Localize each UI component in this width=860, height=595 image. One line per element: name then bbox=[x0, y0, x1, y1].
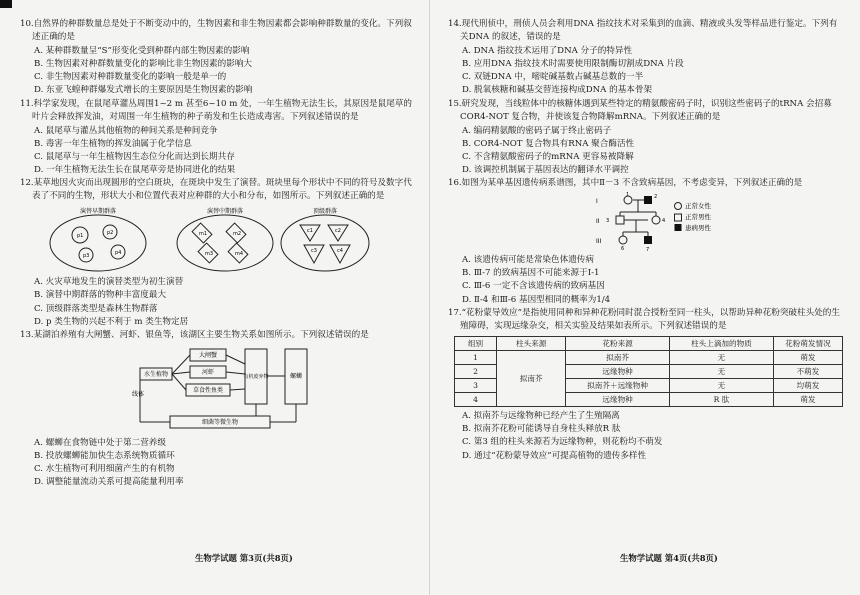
gen-label-1: I bbox=[596, 198, 598, 206]
table-cell: 拟南芥 bbox=[566, 350, 670, 364]
pedigree-lines bbox=[620, 200, 656, 236]
option-d: D. p 类生物的兴起不利于 m 类生物定居 bbox=[34, 316, 189, 327]
person-7-affected-male bbox=[644, 236, 652, 244]
early-community-circle bbox=[50, 215, 146, 271]
legend-normal-male: 正常男性 bbox=[685, 213, 711, 222]
option-d: D. 脱氧核糖和碱基交替连接构成DNA 的基本骨架 bbox=[462, 85, 653, 96]
option-c: C. 第3 组的柱头来源若为远缘物种，则花粉均不萌发 bbox=[462, 437, 663, 448]
option-a: A. 某种群数量呈“S”形变化受到种群内部生物因素的影响 bbox=[34, 46, 250, 57]
left-page bbox=[20, 18, 420, 489]
table-cell: 均萌发 bbox=[773, 379, 842, 393]
question-15 bbox=[448, 98, 843, 178]
option-a: A. 鼠尾草与灌丛其他植物的种间关系是种间竞争 bbox=[34, 125, 218, 136]
symbol-p1: p1 bbox=[77, 233, 84, 240]
id-6: 6 bbox=[621, 246, 625, 253]
option-b: B. 毒害一年生植物的挥发油属于化学信息 bbox=[34, 138, 192, 149]
table-cell: 无 bbox=[670, 350, 774, 364]
person-4-normal-female bbox=[652, 216, 660, 224]
option-c: C. 顶级群落类型是森林生物群落 bbox=[34, 303, 158, 314]
page-fold bbox=[429, 0, 430, 595]
table-cell: R 肽 bbox=[670, 393, 774, 407]
id-3: 3 bbox=[606, 218, 610, 225]
table-header: 花粉萌发情况 bbox=[773, 336, 842, 350]
food-web-figure bbox=[20, 344, 420, 434]
option-a: A. 螺蛳在食物链中处于第二营养级 bbox=[34, 437, 166, 448]
table-header: 柱头上滴加的物质 bbox=[670, 336, 774, 350]
option-a: A. DNA 指纹技术运用了DNA 分子的特异性 bbox=[462, 46, 633, 57]
question-12 bbox=[20, 177, 420, 329]
fig-label-threads: 线体 bbox=[132, 390, 145, 398]
fig-label-mid: 演替中期群落 bbox=[206, 208, 244, 216]
table-header: 组别 bbox=[455, 336, 497, 350]
question-11 bbox=[20, 98, 420, 178]
table-cell: 萌发 bbox=[773, 393, 842, 407]
gen-label-3: III bbox=[596, 238, 602, 246]
table-cell: 2 bbox=[455, 364, 497, 378]
option-a: A. 火灾草地发生的演替类型为初生演替 bbox=[34, 277, 184, 288]
id-7: 7 bbox=[646, 247, 650, 253]
option-b: B. 投放螺蛳能加快生态系统物质循环 bbox=[34, 450, 175, 461]
question-13 bbox=[20, 329, 420, 489]
question-stem: 17.“花粉蒙导效应”是指使用同种和异种花粉同时混合授粉至同一柱头，以帮助异种花粉突破柱头处的生殖障碍，实现远缘杂交，相关实验及结果如表所示。下列叙述错误的是 bbox=[448, 307, 840, 331]
option-b: B. COR4-NOT 复合物具有RNA 聚合酶活性 bbox=[462, 138, 635, 149]
node-snail-label: 螺蛳 bbox=[289, 372, 303, 380]
symbol-m1: m1 bbox=[199, 231, 208, 238]
right-page bbox=[448, 18, 843, 463]
option-c: C. 不含精氨酸密码子的mRNA 更容易被降解 bbox=[462, 151, 634, 162]
question-stem: 12.某草地因火灾而出现圆形的空白斑块，在斑块中发生了演替。斑块里每个形状中不同的符号及数字代表了不同的生物，形状大小和位置代表对应种群的大小和分布，如图所示。下列叙述正确的是 bbox=[20, 178, 412, 202]
person-3-normal-male bbox=[616, 216, 624, 224]
option-d: D. 一年生植物无法生长在鼠尾草旁是协同进化的结果 bbox=[34, 165, 236, 176]
symbol-m4: m4 bbox=[235, 251, 244, 258]
symbol-c3: c3 bbox=[311, 248, 317, 255]
symbol-c2: c2 bbox=[335, 228, 341, 235]
table-cell: 不萌发 bbox=[773, 364, 842, 378]
page-footer-left: 生物学试题 第3页(共8页) bbox=[195, 553, 293, 563]
table-cell: 1 bbox=[455, 350, 497, 364]
question-stem: 10.自然界的种群数量总是处于不断变动中的，生物因素和非生物因素都会影响种群数量的变化。下列叙述正确的是 bbox=[20, 19, 412, 43]
climax-community-circle bbox=[281, 215, 369, 271]
question-14 bbox=[448, 18, 843, 98]
option-c: C. 双链DNA 中，嘧啶碱基数占碱基总数的一半 bbox=[462, 72, 644, 83]
experiment-table bbox=[454, 336, 843, 407]
table-header-row bbox=[455, 336, 843, 350]
option-d: D. 该调控机制属于基因表达的翻译水平调控 bbox=[462, 165, 629, 176]
option-c: C. Ⅲ-6 一定不含该遗传病的致病基因 bbox=[462, 281, 605, 292]
node-shrimp-label: 河虾 bbox=[201, 368, 215, 376]
question-stem: 13.某湖泊养殖有大闸蟹、河虾、银鱼等，该湖区主要生物关系如图所示。下列叙述错误的是 bbox=[20, 329, 369, 340]
person-6-normal-female bbox=[619, 236, 627, 244]
option-b: B. Ⅲ-7 的致病基因不可能来源于Ⅰ-1 bbox=[462, 268, 600, 279]
option-b: B. 拟南芥花粉可能诱导自身柱头释放R 肽 bbox=[462, 424, 621, 435]
symbol-m2: m2 bbox=[233, 231, 242, 238]
symbol-p4: p4 bbox=[115, 250, 122, 257]
symbol-p2: p2 bbox=[107, 230, 114, 237]
table-cell-stigma: 拟南芥 bbox=[497, 350, 566, 406]
table-row bbox=[455, 350, 843, 364]
id-1: 1 bbox=[626, 192, 630, 199]
option-b: B. 演替中期群落的物种丰富度最大 bbox=[34, 290, 167, 301]
option-a: A. 该遗传病可能是常染色体遗传病 bbox=[462, 255, 594, 266]
question-stem: 11.科学家发现，在鼠尾草灌丛周围1~2 m 甚至6~10 m 处，一年生植物无法生长，其原因是鼠尾草的叶片会释放挥发油，对周围一年生植物的种子萌发和生长造成毒害。下列叙述错误的是 bbox=[20, 98, 413, 122]
legend-normal-female: 正常女性 bbox=[685, 202, 711, 211]
question-stem: 16.如图为某单基因遗传病系谱图，其中Ⅱ－3 不含致病基因，不考虑变异，下列叙述正确的是 bbox=[448, 178, 803, 189]
node-aquatic-plants-label: 水生植物 bbox=[143, 370, 169, 378]
legend-normal-female-icon bbox=[675, 203, 682, 210]
option-c: C. 水生植物可利用细菌产生的有机物 bbox=[34, 463, 175, 474]
node-herbivore-fish-label: 草食性鱼类 bbox=[192, 386, 224, 394]
table-cell: 萌发 bbox=[773, 350, 842, 364]
question-10 bbox=[20, 18, 420, 98]
table-cell: 拟南芥＋远缘物种 bbox=[566, 379, 670, 393]
option-d: D. 东亚飞蝗种群爆发式增长的主要原因是生物因素的影响 bbox=[34, 85, 253, 96]
fig-label-climax: 顶级群落 bbox=[312, 208, 338, 216]
option-a: A. 编码精氨酸的密码子属于终止密码子 bbox=[462, 125, 612, 136]
option-c: C. 非生物因素对种群数量变化的影响一般是单一的 bbox=[34, 72, 227, 83]
question-stem: 15.研究发现，当线粒体中的核糖体遇到某些特定的精氨酸密码子时，识别这些密码子的tRNA 会招募COR4-NOT 复合物，并使该复合物降解mRNA。下列叙述正确的是 bbox=[448, 98, 832, 122]
person-2-affected-male bbox=[644, 196, 652, 204]
gen-label-2: II bbox=[596, 218, 600, 226]
symbol-p3: p3 bbox=[83, 253, 90, 260]
table-header: 花粉来源 bbox=[566, 336, 670, 350]
fig-label-early: 演替早期群落 bbox=[79, 208, 117, 216]
mid-community-circle bbox=[177, 215, 273, 271]
succession-figure bbox=[20, 205, 420, 273]
table-cell: 远缘物种 bbox=[566, 393, 670, 407]
symbol-m3: m3 bbox=[205, 251, 214, 258]
id-2: 2 bbox=[654, 194, 658, 201]
table-header: 柱头来源 bbox=[497, 336, 566, 350]
pedigree-figure bbox=[448, 192, 843, 252]
option-a: A. 拟南芥与远缘物种已经产生了生殖隔离 bbox=[462, 411, 620, 422]
node-bacteria-label: 细菌等微生物 bbox=[201, 418, 239, 426]
option-d: D. 调整能量流动关系可提高能量利用率 bbox=[34, 477, 184, 488]
node-organic-waste-label: 有机废弃物 bbox=[243, 373, 269, 380]
legend-normal-male-icon bbox=[675, 214, 682, 221]
id-4: 4 bbox=[662, 218, 666, 225]
table-cell: 无 bbox=[670, 364, 774, 378]
option-b: B. 生物因素对种群数量变化的影响比非生物因素的影响大 bbox=[34, 59, 253, 70]
question-16 bbox=[448, 177, 843, 306]
table-cell: 4 bbox=[455, 393, 497, 407]
option-b: B. 应用DNA 指纹技术时需要使用限制酶切割成DNA 片段 bbox=[462, 59, 684, 70]
symbol-c1: c1 bbox=[307, 228, 313, 235]
symbol-c4: c4 bbox=[337, 248, 343, 255]
node-crab-label: 大闸蟹 bbox=[198, 351, 218, 359]
table-cell: 远缘物种 bbox=[566, 364, 670, 378]
option-d: D. 通过“花粉蒙导效应”可提高植物的遗传多样性 bbox=[462, 450, 647, 461]
registration-mark bbox=[0, 0, 12, 8]
table-cell: 3 bbox=[455, 379, 497, 393]
question-stem: 14.现代刑侦中，刑侦人员会利用DNA 指纹技术对采集到的血滴、精液或头发等样品进行鉴定。下列有关DNA 的叙述，错误的是 bbox=[448, 19, 838, 43]
option-c: C. 鼠尾草与一年生植物因生态位分化而达到长期共存 bbox=[34, 151, 235, 162]
page-footer-right: 生物学试题 第4页(共8页) bbox=[620, 553, 718, 563]
table-cell: 无 bbox=[670, 379, 774, 393]
legend-affected-male: 患病男性 bbox=[685, 224, 711, 233]
legend-affected-male-icon bbox=[675, 224, 682, 231]
option-d: D. Ⅱ-4 和Ⅲ-6 基因型相同的概率为1/4 bbox=[462, 294, 611, 305]
question-17 bbox=[448, 307, 843, 463]
